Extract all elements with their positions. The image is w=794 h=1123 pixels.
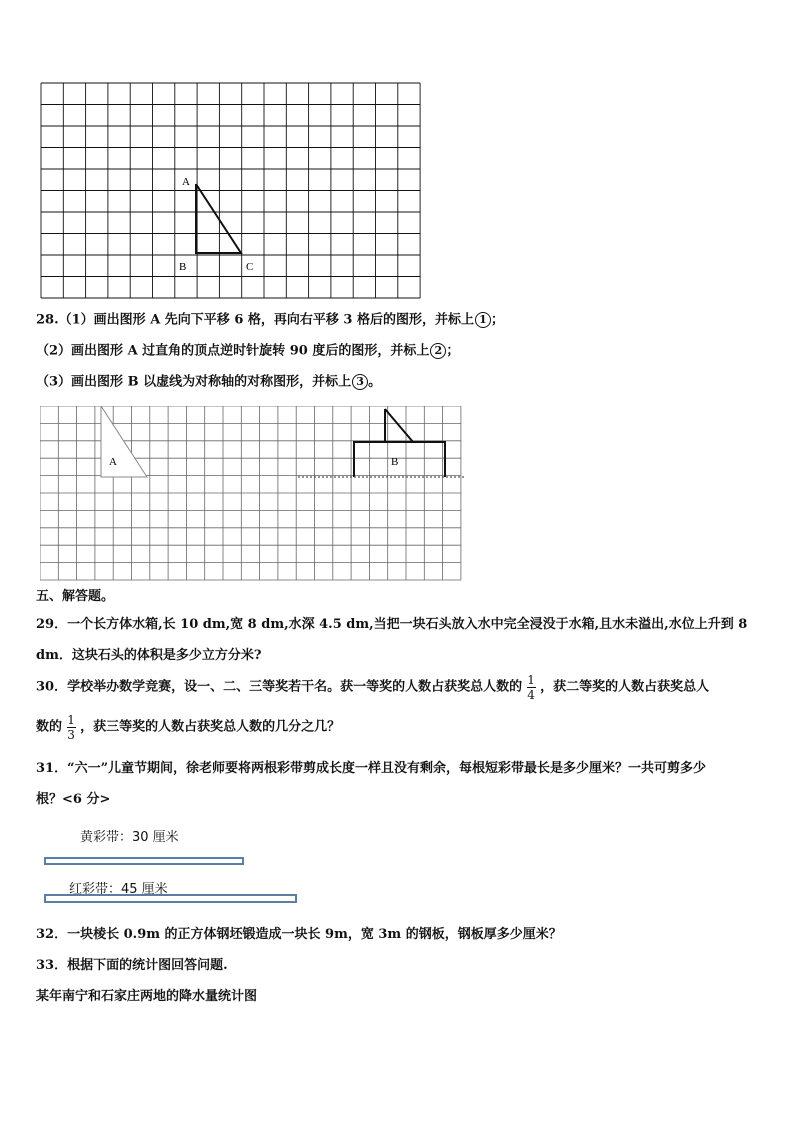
q33-text: 33．根据下面的统计图回答问题. (36, 958, 228, 973)
yellow-ribbon-label: 黄彩带：30 厘米 (80, 830, 179, 845)
q30-line1: 30．学校举办数学竞赛，设一、二、三等奖若干名。获一等奖的人数占获奖总人数的 $\frac{1}{4}$ ，获二等奖的人数占获奖总人 (36, 673, 710, 702)
chart-caption: 某年南宁和石家庄两地的降水量统计图 (36, 989, 258, 1004)
label-a: A (182, 176, 190, 188)
red-ribbon-bar (44, 894, 297, 903)
shape-b (354, 409, 445, 477)
q28-line2: （2）画出图形 A 过直角的顶点逆时针旋转 90 度后的图形，并标上 2 ； (36, 343, 460, 359)
yellow-ribbon-bar (44, 857, 244, 865)
q29-line1: 29．一个长方体水箱,长 10 dm,宽 8 dm,水深 4.5 dm,当把一块石头放入水中完全浸没于水箱,且水未溢出,水位上升到 8 (36, 617, 748, 632)
label-c: C (246, 261, 254, 273)
grid-1-lines (41, 83, 420, 298)
fraction-one-quarter: $\frac{1}{4}$ (527, 673, 535, 702)
triangle-abc (196, 184, 241, 253)
red-ribbon-label: 红彩带：45 厘米 (69, 882, 168, 897)
shape-a (101, 406, 147, 477)
q30-line2: 数的 $\frac{1}{3}$ ，获三等奖的人数占获奖总人数的几分之几？ (36, 713, 341, 742)
label-b: B (391, 456, 399, 468)
q28-line3: （3）画出图形 B 以虚线为对称轴的对称图形，并标上 3 。 (36, 374, 382, 390)
section-title: 五、解答题。 (36, 589, 115, 604)
q31-line2: 根？<6 分> (36, 792, 111, 807)
label-b: B (179, 261, 187, 273)
grid-figure-1 (38, 80, 422, 302)
fraction-one-third: $\frac{1}{3}$ (67, 713, 75, 742)
circled-2: 2 (430, 343, 446, 359)
q31-line1: 31．“六一”儿童节期间，徐老师要将两根彩带剪成长度一样且没有剩余，每根短彩带最长是多少厘米？一共可剪多少 (36, 761, 707, 776)
q32-text: 32．一块棱长 0.9m 的正方体钢坯锻造成一块长 9m，宽 3m 的钢板，钢板厚多少厘米？ (36, 927, 562, 942)
label-a: A (109, 456, 117, 468)
grid-figure-2 (40, 406, 466, 582)
circled-1: 1 (475, 312, 491, 328)
q29-line2: dm．这块石头的体积是多少立方分米? (36, 648, 262, 663)
q28-line1: 28.（1）画出图形 A 先向下平移 6 格，再向右平移 3 格后的图形，并标上 1 ； (36, 312, 505, 328)
circled-3: 3 (352, 374, 368, 390)
